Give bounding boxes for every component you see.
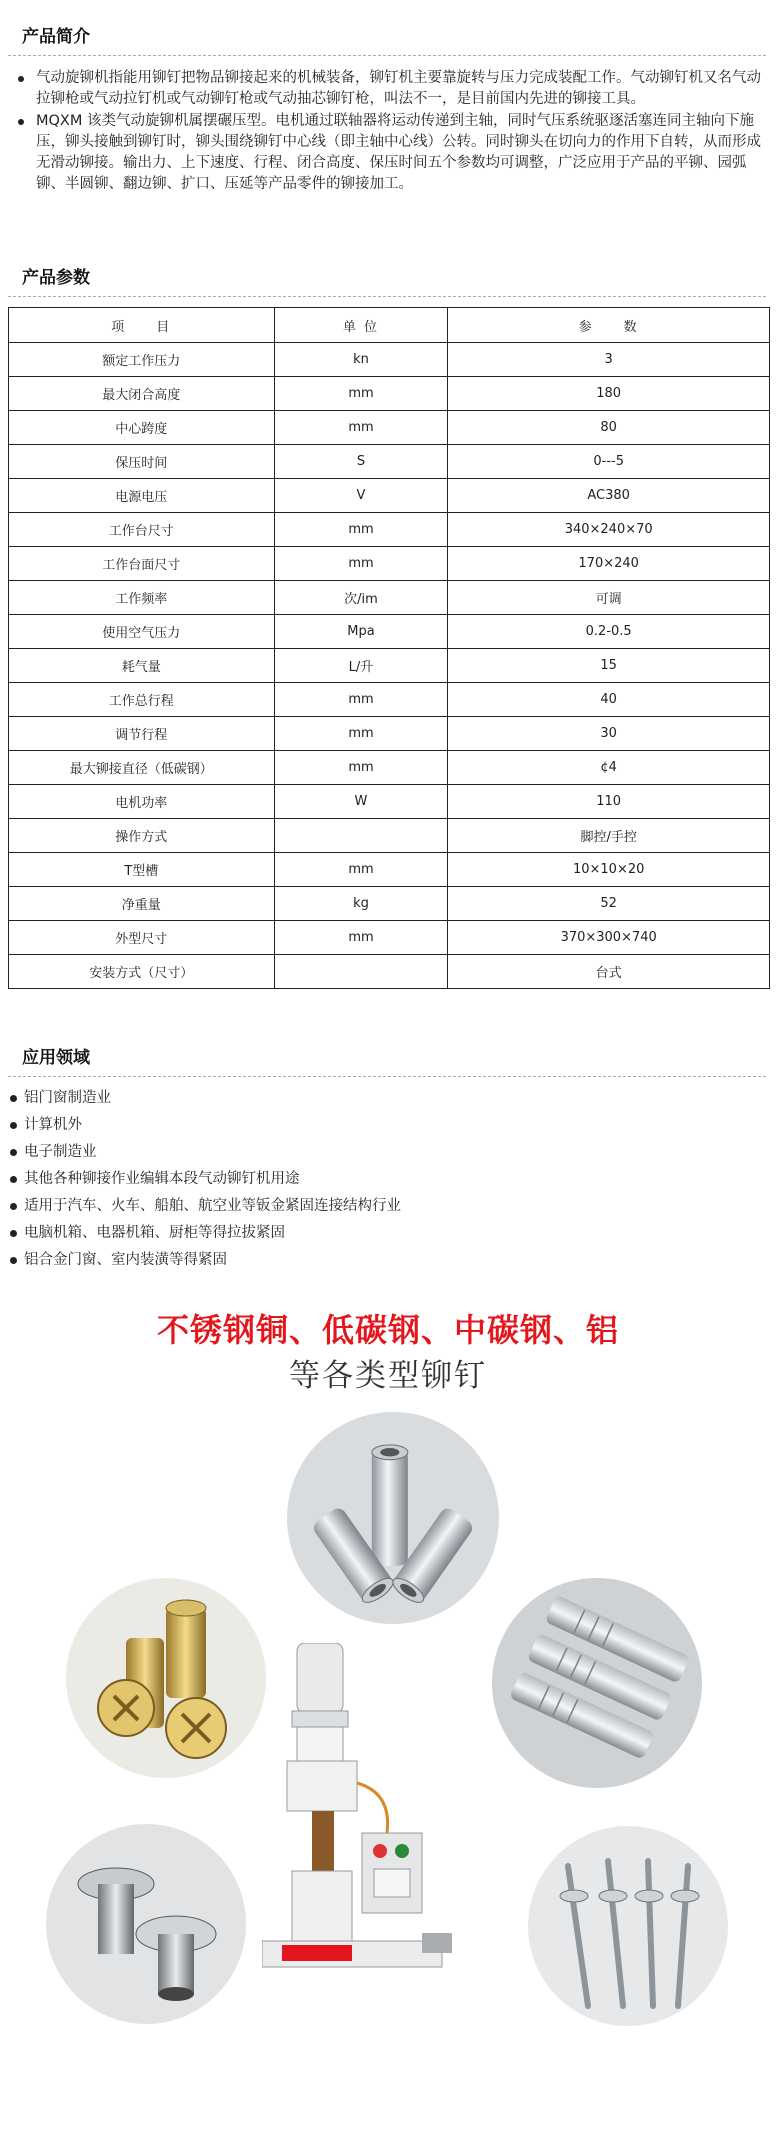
param-unit: Mpa	[274, 615, 448, 649]
params-row	[9, 581, 770, 615]
knurled-rivets-photo	[492, 1578, 702, 1788]
intro-section-title: 产品简介	[8, 22, 766, 56]
param-value: 0.2-0.5	[448, 615, 770, 649]
param-value: 340×240×70	[448, 513, 770, 547]
params-row	[9, 819, 770, 853]
param-value: 30	[448, 717, 770, 751]
param-name: 外型尺寸	[9, 921, 275, 955]
param-unit: mm	[274, 853, 448, 887]
param-unit: mm	[274, 377, 448, 411]
apps-section-title: 应用领域	[8, 1043, 766, 1077]
params-row	[9, 955, 770, 989]
apps-item: 计算机外	[8, 1112, 766, 1139]
param-unit: S	[274, 445, 448, 479]
param-value: 台式	[448, 955, 770, 989]
param-unit	[274, 955, 448, 989]
param-value: AC380	[448, 479, 770, 513]
apps-item: 适用于汽车、火车、船舶、航空业等钣金紧固连接结构行业	[8, 1193, 766, 1220]
param-unit: kn	[274, 343, 448, 377]
param-name: 工作台面尺寸	[9, 547, 275, 581]
params-row	[9, 853, 770, 887]
param-name: 耗气量	[9, 649, 275, 683]
param-unit: mm	[274, 921, 448, 955]
params-header-row	[9, 308, 770, 343]
apps-item: 其他各种铆接作业编辑本段气动铆钉机用途	[8, 1166, 766, 1193]
blind-rivets-photo	[528, 1826, 728, 2026]
param-value: 80	[448, 411, 770, 445]
params-row	[9, 513, 770, 547]
param-name: 保压时间	[9, 445, 275, 479]
intro-paragraph: MQXM 该类气动旋铆机属摆碾压型。电机通过联轴器将运动传递到主轴，同时气压系统驱逐活塞连同主轴向下施压，铆头接触到铆钉时，铆头围绕铆钉中心线（即主轴中心线）公转。同时铆头在切向力的作用下自转，从而形成无滑动铆接。输出力、上下速度、行程、闭合高度、保压时间五个参数均可调整，广泛应用于产品的平铆、园弧铆、半圆铆、翻边铆、扩口、压延等产品零件的铆接加工。	[14, 111, 766, 195]
param-value: 脚控/手控	[448, 819, 770, 853]
params-row	[9, 785, 770, 819]
param-name: 中心跨度	[9, 411, 275, 445]
rivet-types-subline: 等各类型铆钉	[289, 1358, 487, 1394]
param-unit: 次/im	[274, 581, 448, 615]
param-name: 调节行程	[9, 717, 275, 751]
params-row	[9, 717, 770, 751]
param-unit: mm	[274, 547, 448, 581]
param-name: 工作台尺寸	[9, 513, 275, 547]
param-unit: kg	[274, 887, 448, 921]
nickel-rivets-photo	[46, 1824, 246, 2024]
param-name: 工作频率	[9, 581, 275, 615]
apps-item: 电子制造业	[8, 1139, 766, 1166]
header-unit: 单 位	[274, 308, 448, 343]
params-row	[9, 683, 770, 717]
param-name: 工作总行程	[9, 683, 275, 717]
param-unit	[274, 819, 448, 853]
brass-screws-photo	[66, 1578, 266, 1778]
params-table	[8, 307, 770, 989]
param-unit: W	[274, 785, 448, 819]
params-row	[9, 343, 770, 377]
param-unit: mm	[274, 751, 448, 785]
param-value: 15	[448, 649, 770, 683]
param-name: 安装方式（尺寸）	[9, 955, 275, 989]
param-unit: mm	[274, 683, 448, 717]
param-name: 电源电压	[9, 479, 275, 513]
params-row	[9, 649, 770, 683]
param-value: 180	[448, 377, 770, 411]
rivet-types-headline: 不锈钢铜、低碳钢、中碳钢、铝	[156, 1311, 619, 1349]
params-row	[9, 479, 770, 513]
param-value: 110	[448, 785, 770, 819]
params-row	[9, 615, 770, 649]
param-name: 额定工作压力	[9, 343, 275, 377]
param-name: 最大铆接直径（低碳钢）	[9, 751, 275, 785]
param-value: 10×10×20	[448, 853, 770, 887]
param-unit: V	[274, 479, 448, 513]
params-row	[9, 751, 770, 785]
apps-item: 电脑机箱、电器机箱、厨柜等得拉拔紧固	[8, 1220, 766, 1247]
intro-list	[14, 68, 766, 196]
apps-item: 铝门窗制造业	[8, 1085, 766, 1112]
param-name: T型槽	[9, 853, 275, 887]
param-value: 0---5	[448, 445, 770, 479]
params-row	[9, 377, 770, 411]
header-value: 参 数	[448, 308, 770, 343]
param-name: 最大闭合高度	[9, 377, 275, 411]
apps-list	[8, 1085, 766, 1274]
param-value: 170×240	[448, 547, 770, 581]
param-value: 370×300×740	[448, 921, 770, 955]
param-unit: mm	[274, 513, 448, 547]
param-name: 电机功率	[9, 785, 275, 819]
apps-item: 铝合金门窗、室内装潢等得紧固	[8, 1247, 766, 1274]
param-name: 使用空气压力	[9, 615, 275, 649]
params-section-title: 产品参数	[8, 263, 766, 297]
intro-paragraph: 气动旋铆机指能用铆钉把物品铆接起来的机械装备，铆钉机主要靠旋转与压力完成装配工作。气动铆钉机又名气动拉铆枪或气动拉钉机或气动铆钉枪或气动抽芯铆钉枪，叫法不一，是目前国内先进的铆接工具。	[14, 68, 766, 110]
param-value: 可调	[448, 581, 770, 615]
param-value: 52	[448, 887, 770, 921]
params-row	[9, 411, 770, 445]
riveting-machine-image	[262, 1643, 462, 1983]
params-row	[9, 547, 770, 581]
param-value: ¢4	[448, 751, 770, 785]
param-name: 净重量	[9, 887, 275, 921]
header-item: 项 目	[9, 308, 275, 343]
params-row	[9, 887, 770, 921]
param-unit: mm	[274, 411, 448, 445]
params-row	[9, 921, 770, 955]
param-name: 操作方式	[9, 819, 275, 853]
param-value: 3	[448, 343, 770, 377]
param-unit: L/升	[274, 649, 448, 683]
param-value: 40	[448, 683, 770, 717]
params-row	[9, 445, 770, 479]
aluminum-rivets-photo	[287, 1412, 499, 1624]
param-unit: mm	[274, 717, 448, 751]
